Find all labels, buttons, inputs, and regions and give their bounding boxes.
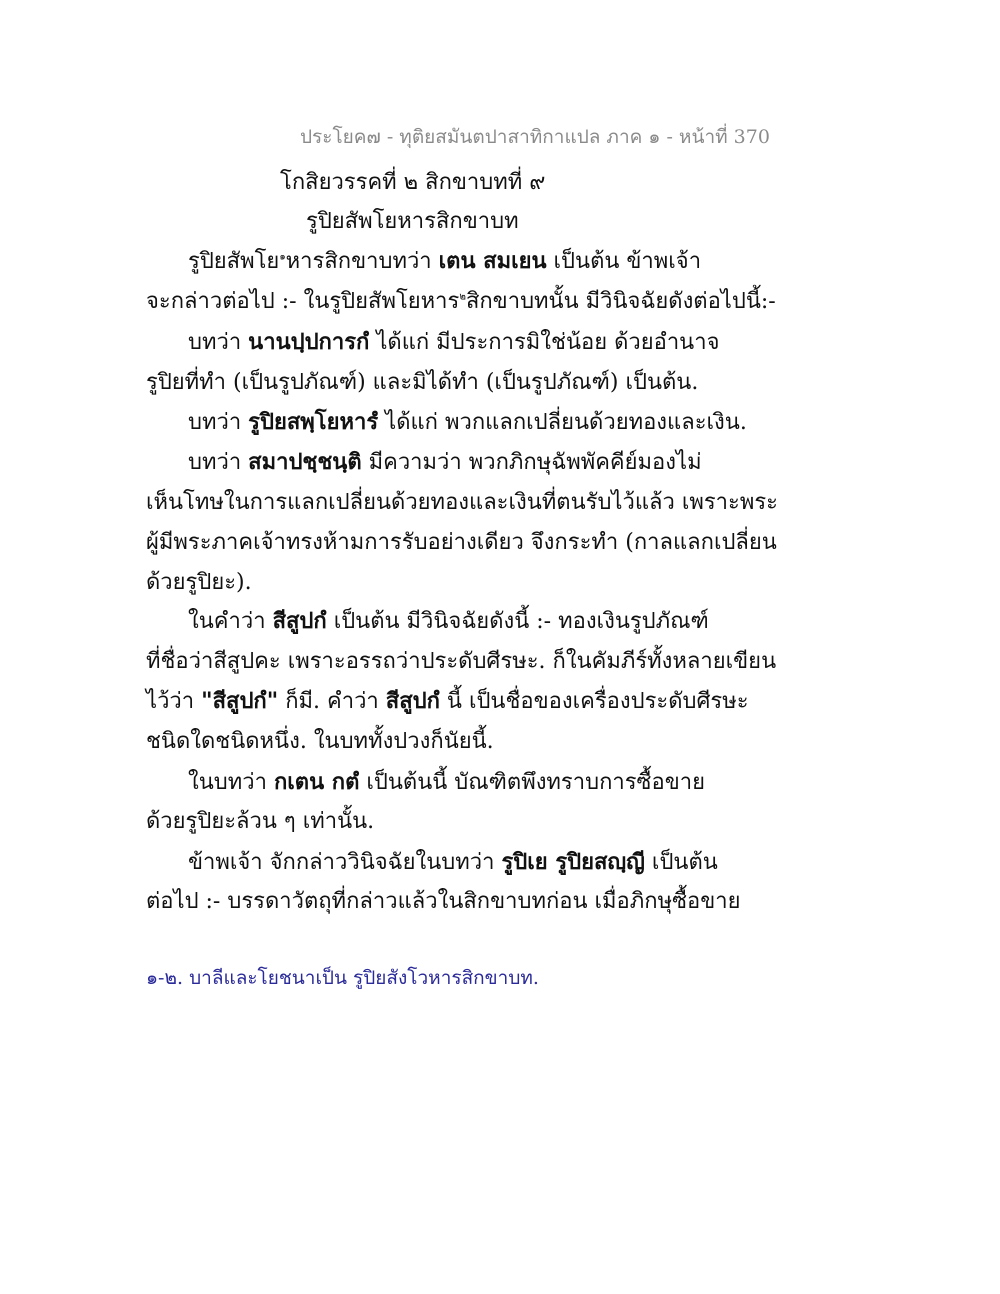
text-line: ด้วยรูปิยะ).	[146, 570, 252, 595]
text-line: ที่ชื่อว่าสีสูปคะ เพราะอรรถว่าประดับศีรษะ. ก็ในคัมภีร์ทั้งหลายเขียน	[146, 649, 777, 674]
text-line: เห็นโทษในการแลกเปลี่ยนด้วยทองและเงินที่ตนรับไว้แล้ว เพราะพระ	[146, 490, 778, 515]
text-line: จะกล่าวต่อไป :- ในรูปิยสัพโยหาร$^๒$สิกขาบทนั้น มีวินิจฉัยดังต่อไปนี้:-	[146, 289, 776, 314]
text-line: ชนิดใดชนิดหนึ่ง. ในบททั้งปวงก็นัยนี้.	[146, 729, 494, 754]
text-line: ผู้มีพระภาคเจ้าทรงห้ามการรับอย่างเดียว จึงกระทำ (กาลแลกเปลี่ยน	[146, 530, 777, 555]
pali-term: รูปิเย รูปิยสญฺญี	[501, 849, 645, 875]
text-line: ไว้ว่า "สีสูปกํ" ก็มี. คำว่า สีสูปกํ นี้ เป็นชื่อของเครื่องประดับศีรษะ	[146, 688, 749, 714]
page-header: ประโยค๗ - ทุติยสมันตปาสาทิกาแปล ภาค ๑ - หน้าที่ 370	[300, 126, 770, 148]
text-line: ในบทว่า กเตน กตํ เป็นต้นนี้ บัณฑิตพึงทราบการซื้อขาย	[188, 769, 705, 795]
chapter-heading: โกสิยวรรคที่ ๒ สิกขาบทที่ ๙	[280, 170, 546, 195]
pali-term: เตน สมเยน	[438, 248, 547, 274]
section-title: รูปิยสัพโยหารสิกขาบท	[306, 209, 519, 234]
text-line: ข้าพเจ้า จักกล่าววินิจฉัยในบทว่า รูปิเย รูปิยสญฺญี เป็นต้น	[188, 849, 718, 875]
footnote-mark: ๑	[279, 251, 286, 263]
pali-term: สมาปชฺชนฺติ	[248, 449, 362, 475]
text-line: ต่อไป :- บรรดาวัตถุที่กล่าวแล้วในสิกขาบทก่อน เมื่อภิกษุซื้อขาย	[146, 889, 741, 914]
text-line: บทว่า สมาปชฺชนฺติ มีความว่า พวกภิกษุฉัพพัคคีย์มองไม่	[188, 449, 702, 475]
text-line: ด้วยรูปิยะล้วน ๆ เท่านั้น.	[146, 809, 375, 834]
footnote-mark: ๒	[459, 291, 466, 303]
pali-term: รูปิยสพฺโยหารํ	[248, 409, 379, 435]
pali-term: "สีสูปกํ"	[201, 688, 279, 714]
text-line: รูปิยที่ทำ (เป็นรูปภัณฑ์) และมิได้ทำ (เป็นรูปภัณฑ์) เป็นต้น.	[146, 370, 699, 395]
pali-term: นานปฺปการกํ	[248, 329, 370, 355]
text-line: บทว่า นานปฺปการกํ ได้แก่ มีประการมิใช่น้อย ด้วยอำนาจ	[188, 329, 720, 355]
pali-term: สีสูปกํ	[385, 688, 440, 714]
text-line: รูปิยสัพโย$^๑$หารสิกขาบทว่า เตน สมเยน เป็นต้น ข้าพเจ้า	[188, 248, 702, 274]
pali-term: กเตน กตํ	[273, 769, 360, 795]
text-line: ในคำว่า สีสูปกํ เป็นต้น มีวินิจฉัยดังนี้ :- ทองเงินรูปภัณฑ์	[188, 608, 709, 634]
pali-term: สีสูปกํ	[272, 608, 327, 634]
text-line: บทว่า รูปิยสพฺโยหารํ ได้แก่ พวกแลกเปลี่ยนด้วยทองและเงิน.	[188, 409, 747, 435]
footnote: ๑-๒. บาลีและโยชนาเป็น รูปิยสังโวหารสิกขาบท.	[146, 967, 539, 989]
